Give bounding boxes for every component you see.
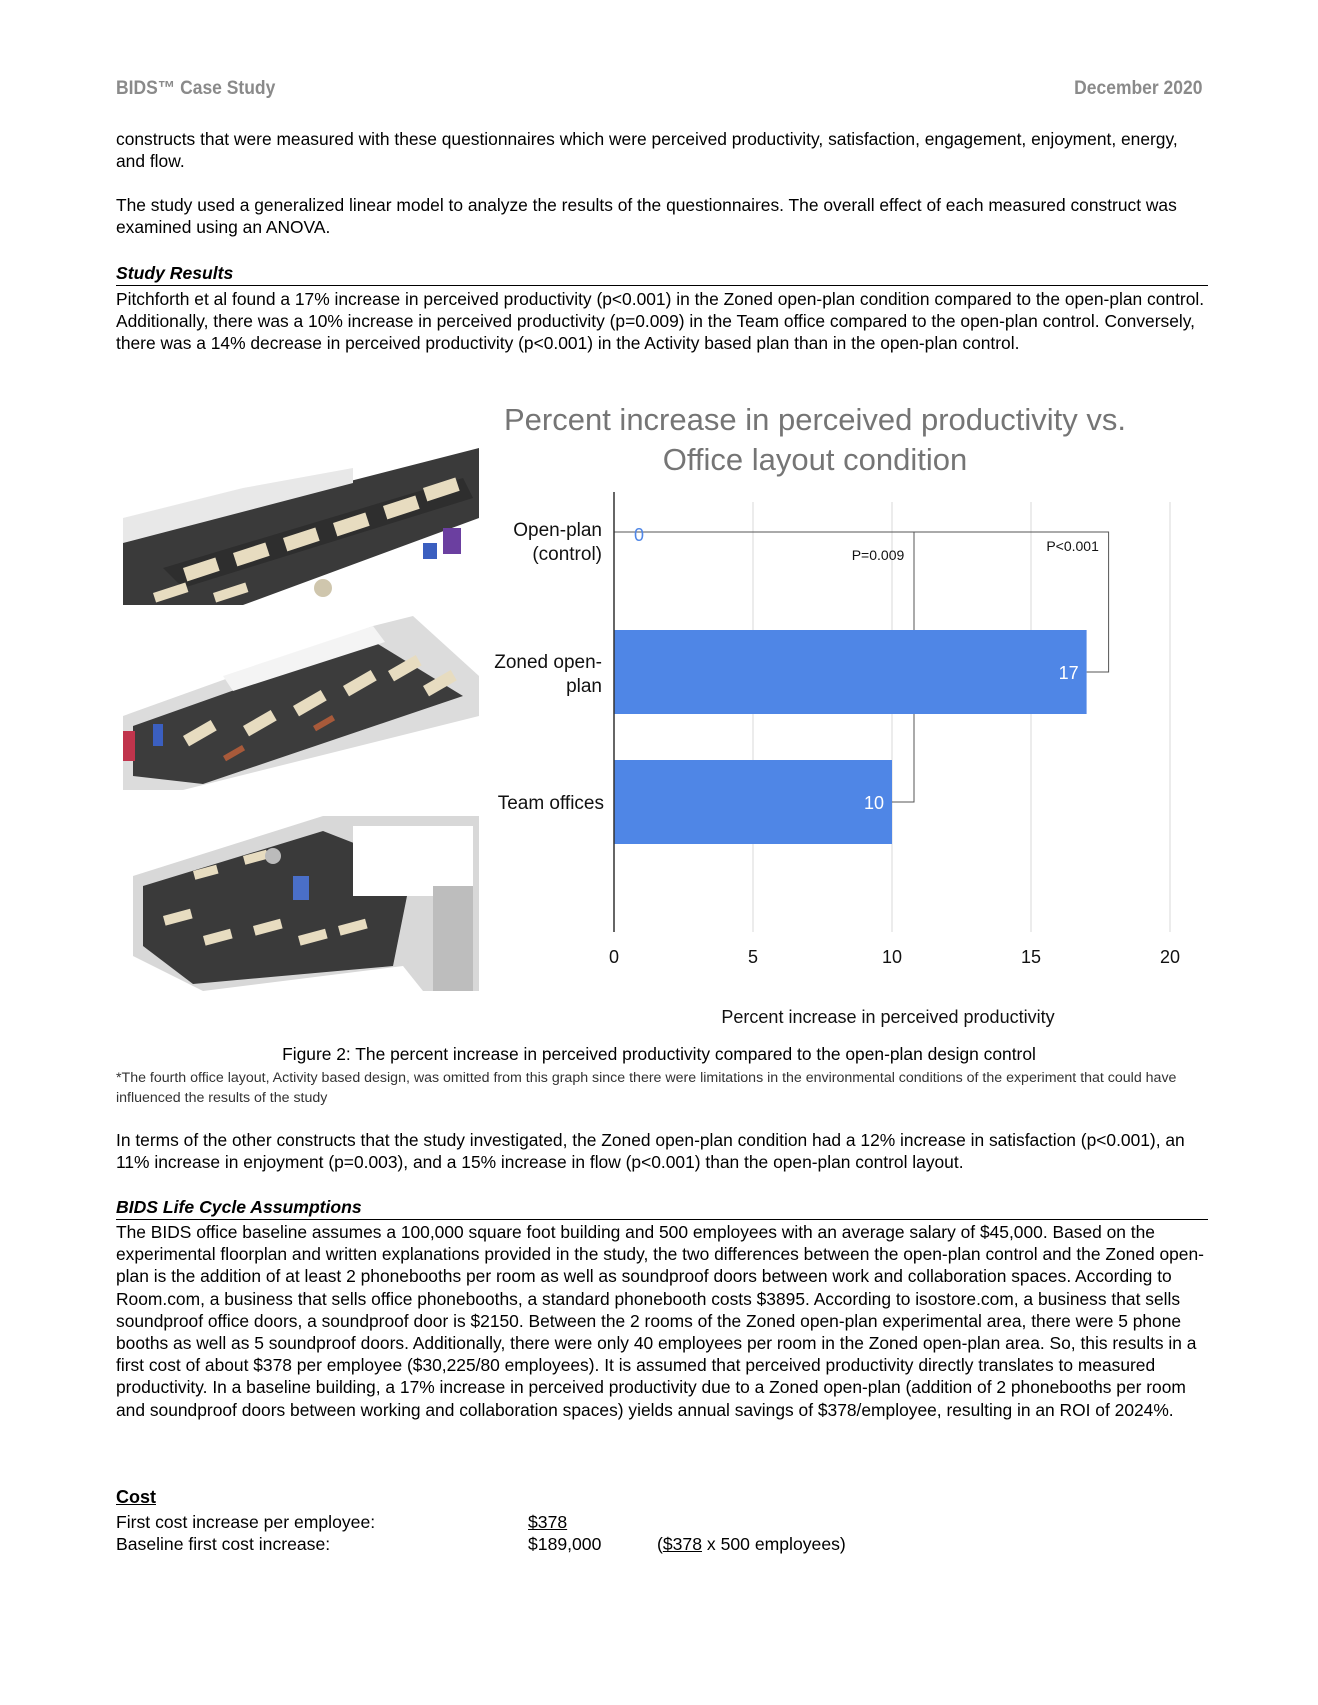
- chart-category-label: plan: [566, 676, 602, 697]
- section-heading-life-cycle-assumptions: BIDS Life Cycle Assumptions: [116, 1196, 1208, 1220]
- intro-paragraph-2: The study used a generalized linear model to analyze the results of the questionnaires. The overall effect of each measured construct was examined using an ANOVA.: [116, 195, 1177, 238]
- chart-annotation-label: P<0.001: [1046, 538, 1099, 554]
- floorplan-image-activity-based: [123, 816, 479, 991]
- figure-footnote: *The fourth office layout, Activity based design, was omitted from this graph since there were limitations in the environmental conditions of the experiment that could have influenced the results of the study: [116, 1070, 1177, 1106]
- header-date: December 2020: [1073, 78, 1202, 99]
- other-constructs-paragraph: In terms of the other constructs that the study investigated, the Zoned open-plan condition had a 12% increase in satisfaction (p<0.001), an 11% increase in enjoyment (p=0.003), and a 15% increase in flow (p<0.001) than the open-plan control layout.: [116, 1130, 1185, 1173]
- chart-data-label: 10: [863, 793, 884, 813]
- productivity-bar-chart: [470, 390, 1210, 1040]
- header-title: BIDS™ Case Study: [116, 78, 276, 99]
- cost-row-value-1: $378: [528, 1512, 568, 1532]
- figure-caption: Figure 2: The percent increase in perceived productivity compared to the open-plan design control: [282, 1044, 1036, 1064]
- chart-bar: [614, 760, 892, 844]
- chart-data-label: 17: [1058, 663, 1079, 683]
- study-results-paragraph: Pitchforth et al found a 17% increase in perceived productivity (p<0.001) in the Zoned open-plan condition compared to the open-plan control. Additionally, there was a 10% increase in perceived productivity (p=0.009) in the Team office compared to the open-plan control. Conversely, there was a 14% decrease in perceived productivity (p<0.001) in the Activity based plan than in the open-plan control.: [116, 289, 1205, 354]
- chart-x-tick-label: 20: [1159, 947, 1181, 967]
- chart-data-label: 0: [634, 525, 645, 545]
- chart-x-tick-label: 10: [881, 947, 903, 967]
- chart-title-line-2: Office layout condition: [662, 442, 968, 477]
- chart-x-tick-label: 5: [747, 947, 759, 967]
- chart-title-line-1: Percent increase in perceived productivity vs.: [503, 402, 1127, 437]
- floorplan-image-zoned-open-plan: [123, 448, 479, 605]
- chart-x-axis-label: Percent increase in perceived productivity: [721, 1007, 1055, 1027]
- cost-row-label-1: First cost increase per employee:: [116, 1512, 376, 1532]
- floorplan-image-team-offices: [123, 616, 479, 790]
- cost-heading: Cost: [116, 1487, 156, 1507]
- intro-paragraph-1: constructs that were measured with these questionnaires which were perceived productivity, satisfaction, engagement, enjoyment, energy, and flow.: [116, 129, 1178, 172]
- chart-x-tick-label: 0: [608, 947, 620, 967]
- cost-row-note-2: ($378 x 500 employees): [657, 1534, 846, 1554]
- section-heading-study-results: Study Results: [116, 262, 1208, 286]
- cost-row-label-2: Baseline first cost increase:: [116, 1534, 331, 1554]
- chart-category-label: Open-plan: [513, 520, 602, 541]
- chart-category-label: Zoned open-: [494, 652, 602, 673]
- chart-category-label: Team offices: [497, 793, 604, 814]
- chart-category-label: (control): [532, 544, 602, 565]
- chart-annotation-label: P=0.009: [851, 547, 905, 563]
- chart-bar: [614, 630, 1087, 714]
- life-cycle-assumptions-paragraph: The BIDS office baseline assumes a 100,000 square foot building and 500 employees with an average salary of $45,000. Based on the experimental floorplan and written explanations provided in the study, the two differences between the open-plan control and the Zoned open-plan is the addition of at least 2 phonebooths per room as well as soundproof doors between work and collaboration spaces. According to Room.com, a business that sells office phonebooths, a standard phonebooth costs $3895. According to isostore.com, a business that sells soundproof office doors, a soundproof door is $2150. Between the 2 rooms of the Zoned open-plan experimental area, there were 5 phone booths as well as 5 soundproof doors. Additionally, there were only 40 employees per room in the Zoned open-plan area. So, this results in a first cost of about $378 per employee ($30,225/80 employees). It is assumed that perceived productivity directly translates to measured productivity. In a baseline building, a 17% increase in perceived productivity due to a Zoned open-plan (addition of 2 phonebooths per room and soundproof doors between working and collaboration spaces) yields annual savings of $378/employee, resulting in an ROI of 2024%.: [116, 1222, 1204, 1420]
- chart-x-tick-label: 15: [1020, 947, 1042, 967]
- cost-row-value-2: $189,000: [528, 1534, 602, 1554]
